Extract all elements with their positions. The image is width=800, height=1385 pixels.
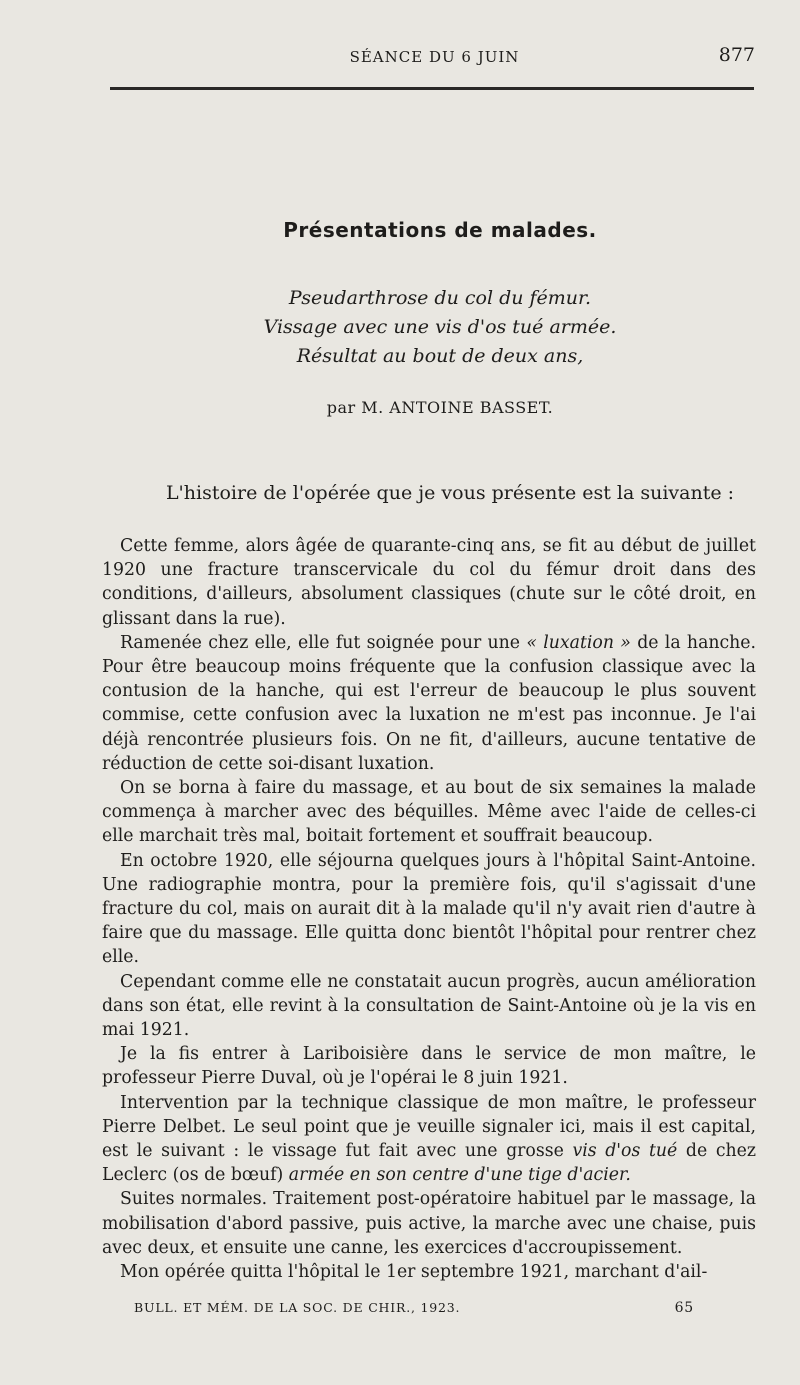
author-line: par M. ANTOINE BASSET. <box>326 398 554 417</box>
paragraph: En octobre 1920, elle séjourna quelques jours à l'hôpital Saint-Antoine. Une radiographie montra, pour la première fois, qu'il s'agissait d'une fracture du col, mais on aurait dit à la malade qu'il n'y avait rien d'autre à faire que du massage. Elle quitta donc bientôt l'hôpital pour rentrer chez elle. <box>102 850 756 968</box>
subtitle-line-1: Pseudarthrose du col du fémur. <box>288 287 592 309</box>
paragraph: Je la fis entrer à Lariboisière dans le service de mon maître, le professeur Pierre Duval, où je l'opérai le 8 juin 1921. <box>102 1044 756 1089</box>
paragraph: Suites normales. Traitement post-opératoire habituel par le massage, la mobilisation d'abord passive, puis active, la marche avec une chaise, puis avec deux, et ensuite une canne, les exercices d'accroupissement. <box>102 1189 756 1258</box>
page-number: 877 <box>718 44 755 66</box>
subtitle-line-2: Vissage avec une vis d'os tué armée. <box>263 316 617 338</box>
journal-reference: BULL. ET MÉM. DE LA SOC. DE CHIR., 1923. <box>134 1300 461 1315</box>
italic-term: vis d'os tué <box>572 1141 678 1162</box>
page-footer <box>134 1300 694 1322</box>
paragraph: Cette femme, alors âgée de quarante-cinq ans, se fit au début de juillet 1920 une fracture transcervicale du col du fémur droit dans des conditions, d'ailleurs, absolument classiques (chute sur le côté droit, en glissant dans la rue). <box>102 536 756 629</box>
intro-sentence: L'histoire de l'opérée que je vous présente est la suivante : <box>165 482 735 504</box>
header-rule <box>110 87 754 90</box>
paragraph: On se borna à faire du massage, et au bout de six semaines la malade commença à marcher avec des béquilles. Même avec l'aide de celles-ci elle marchait très mal, boitait fortement et souffrait beaucoup. <box>102 778 756 847</box>
italic-term: « luxation » <box>526 632 631 653</box>
signature-mark: 65 <box>674 1300 694 1316</box>
subtitle-line-3: Résultat au bout de deux ans, <box>296 345 584 367</box>
section-title: Présentations de malades. <box>283 218 597 242</box>
italic-term: armée en son centre d'une tige d'acier. <box>288 1165 631 1186</box>
paragraph: Ramenée chez elle, elle fut soignée pour une « luxation » de la hanche. Pour être beaucoup moins fréquente que la confusion classique avec la contusion de la hanche, qui est l'erreur de beaucoup le plus souvent commise, cette confusion avec la luxation ne m'est pas inconnue. Je l'ai déjà rencontrée plusieurs fois. On ne fit, d'ailleurs, aucune tentative de réduction de cette soi-disant luxation. <box>102 632 757 774</box>
running-title: SÉANCE DU 6 JUIN <box>349 48 520 66</box>
article-body <box>102 534 756 1284</box>
paragraph: Cependant comme elle ne constatait aucun progrès, aucun amélioration dans son état, elle revint à la consultation de Saint-Antoine où je la vis en mai 1921. <box>102 971 756 1041</box>
running-header <box>112 44 757 74</box>
paragraph: Mon opérée quitta l'hôpital le 1er septembre 1921, marchant d'ail- <box>120 1262 708 1283</box>
paragraph: Intervention par la technique classique de mon maître, le professeur Pierre Delbet. Le seul point que je veuille signaler ici, mais il est capital, est le suivant : le vissage fut fait avec une grosse vis d'os tué de chez Leclerc (os de bœuf) armée en son centre d'une tige d'acier. <box>102 1092 756 1186</box>
